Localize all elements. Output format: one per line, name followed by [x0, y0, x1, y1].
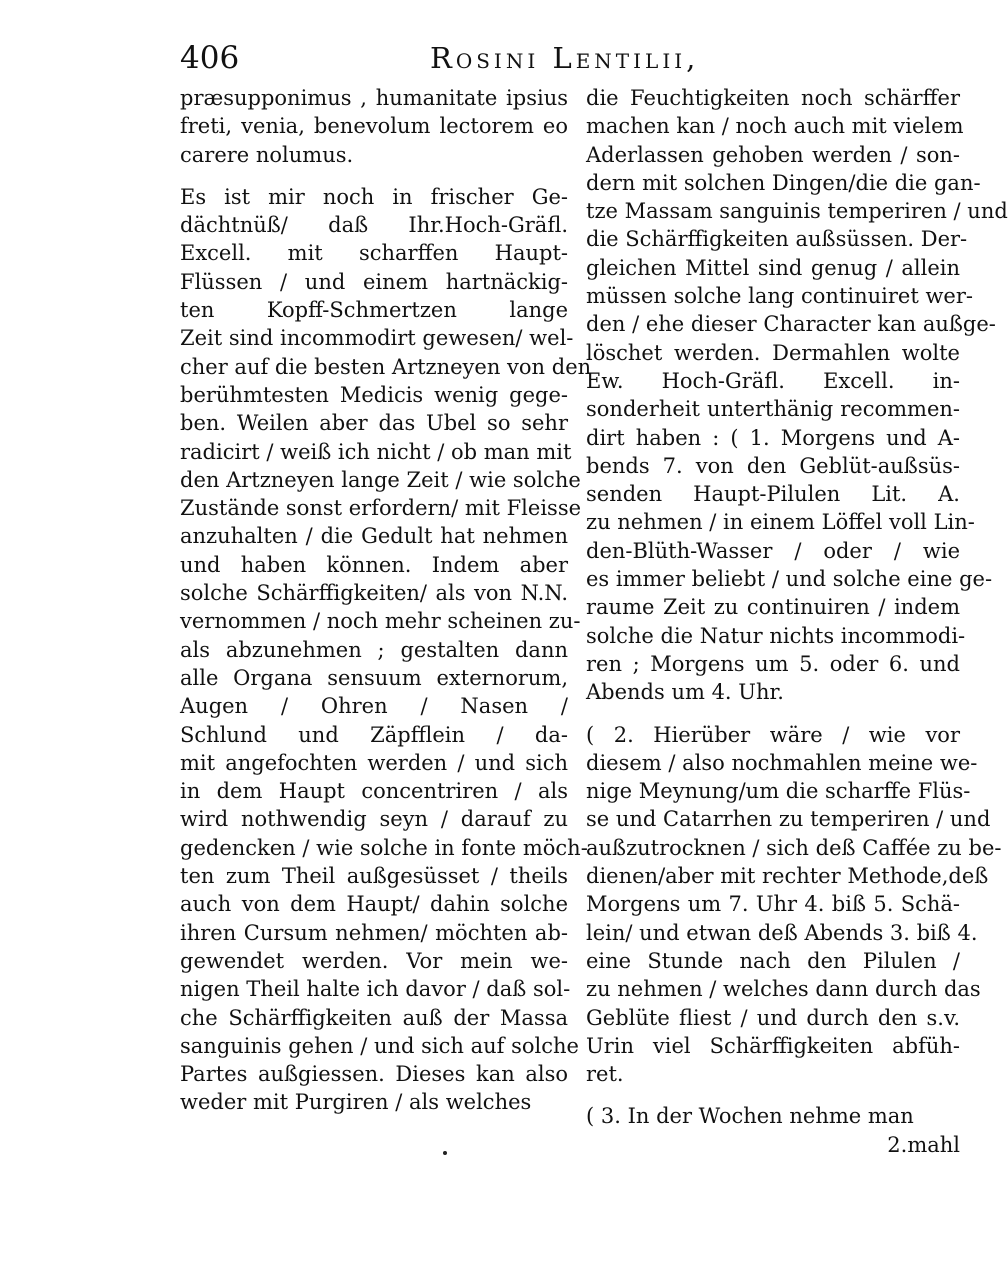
text-line: die Schärffigkeiten außsüssen. Der- [586, 227, 968, 252]
text-line: Zustände sonst erfordern/ mit Fleisse [180, 496, 582, 521]
text-line: zu nehmen / welches dann durch das [586, 977, 981, 1002]
text-line: Ew. Hoch-Gräfl. Excell. in- [586, 368, 960, 393]
text-line: zu nehmen / in einem Löffel voll Lin- [586, 510, 975, 535]
page-number: 406 [180, 40, 240, 76]
text-line: vernommen / noch mehr scheinen zu- [180, 609, 581, 634]
text-line: ren ; Morgens um 5. oder 6. und [586, 651, 960, 676]
text-line: tze Massam sanguinis temperiren / und [586, 199, 1008, 224]
text-line: wird nothwendig seyn / darauf zu [180, 807, 568, 832]
text-line: müssen solche lang continuiret wer- [586, 284, 973, 309]
text-line: auch von dem Haupt/ dahin solche [180, 892, 568, 917]
text-line: senden Haupt-Pilulen Lit. A. [586, 482, 960, 507]
text-line: weder mit Purgiren / als welches [180, 1090, 532, 1115]
right-column [586, 84, 1008, 1159]
text-line: Es ist mir noch in frischer Ge- [180, 184, 568, 209]
text-line: ( 3. In der Wochen nehme man [586, 1104, 914, 1129]
text-line: ( 2. Hierüber wäre / wie vor [586, 722, 960, 747]
text-line: machen kan / noch auch mit vielem [586, 114, 964, 139]
ink-speck [443, 1151, 447, 1155]
text-line: den / ehe dieser Character kan außge- [586, 312, 996, 337]
running-title: Rosini Lentilii, [430, 41, 700, 75]
text-line: ben. Weilen aber das Ubel so sehr [180, 411, 568, 436]
text-line: cher auf die besten Artzneyen von den [180, 354, 592, 379]
text-line: se und Catarrhen zu temperiren / und [586, 807, 991, 832]
text-line: die Feuchtigkeiten noch schärffer [586, 86, 960, 110]
text-line: den Artzneyen lange Zeit / wie solche [180, 467, 581, 492]
text-line: gedencken / wie solche in fonte möch- [180, 835, 588, 860]
text-line: solche die Natur nichts incommodi- [586, 623, 966, 648]
text-line: Flüssen / und einem hartnäckig- [180, 269, 568, 294]
text-line: Partes außgiessen. Dieses kan also [180, 1062, 568, 1087]
text-line: solche Schärffigkeiten/ als von N.N. [180, 581, 568, 606]
text-line: Abends um 4. Uhr. [586, 680, 784, 705]
text-line: löschet werden. Dermahlen wolte [586, 340, 960, 365]
text-line: gleichen Mittel sind genug / allein [586, 255, 960, 280]
text-line: diesem / also nochmahlen meine we- [586, 750, 978, 775]
text-line: ihren Cursum nehmen/ möchten ab- [180, 920, 568, 945]
text-line: dirt haben : ( 1. Morgens und A- [586, 425, 960, 450]
text-line: Aderlassen gehoben werden / son- [586, 142, 960, 167]
text-line: den-Blüth-Wasser / oder / wie [586, 538, 960, 563]
right-paragraph-1 [586, 84, 1008, 707]
text-line: ten Kopff-Schmertzen lange [180, 298, 568, 323]
text-line: Augen / Ohren / Nasen / [180, 694, 568, 719]
text-line: anzuhalten / die Gedult hat nehmen [180, 524, 568, 549]
text-line: lein/ und etwan deß Abends 3. biß 4. [586, 920, 978, 945]
left-column [180, 84, 592, 1117]
text-line: in dem Haupt concentriren / als [180, 779, 568, 804]
text-line: freti, venia, benevolum lectorem eo [180, 114, 568, 139]
text-line: radicirt / weiß ich nicht / ob man mit [180, 439, 572, 464]
text-line: carere nolumus. [180, 142, 354, 167]
text-line: berühmtesten Medicis wenig gege- [180, 382, 568, 407]
text-line: gewendet werden. Vor mein we- [180, 948, 568, 973]
text-line: mit angefochten werden / und sich [180, 750, 568, 775]
page-header [180, 38, 960, 78]
right-paragraph-3 [586, 1102, 960, 1130]
text-line: und haben können. Indem aber [180, 552, 568, 577]
text-line: alle Organa sensuum externorum, [180, 665, 568, 690]
text-line: Urin viel Schärffigkeiten abfüh- [586, 1033, 960, 1058]
text-line: es immer beliebt / und solche eine ge- [586, 567, 993, 592]
text-line: dächtnüß/ daß Ihr.Hoch-Gräfl. [180, 213, 568, 238]
right-paragraph-2 [586, 721, 1002, 1089]
text-line: nigen Theil halte ich davor / daß sol- [180, 977, 571, 1002]
text-line: dienen/aber mit rechter Methode,deß [586, 864, 989, 889]
text-line: Schlund und Zäpfflein / da- [180, 722, 568, 747]
text-line: eine Stunde nach den Pilulen / [586, 948, 960, 973]
text-line: sanguinis gehen / und sich auf solche [180, 1033, 579, 1058]
text-line: als abzunehmen ; gestalten dann [180, 637, 568, 662]
text-line: ten zum Theil außgesüsset / theils [180, 864, 568, 889]
left-paragraph-main [180, 183, 592, 1117]
text-line: nige Meynung/um die scharffe Flüs- [586, 779, 971, 804]
text-line: sonderheit unterthänig recommen- [586, 397, 960, 422]
text-line: præsupponimus , humanitate ipsius [180, 86, 568, 110]
text-line: Geblüte fliest / und durch den s.v. [586, 1005, 960, 1030]
text-line: Morgens um 7. Uhr 4. biß 5. Schä- [586, 892, 960, 917]
text-line: raume Zeit zu continuiren / indem [586, 595, 960, 620]
text-line: che Schärffigkeiten auß der Massa [180, 1005, 568, 1030]
text-line: außzutrocknen / sich deß Caffée zu be- [586, 835, 1002, 860]
text-line: dern mit solchen Dingen/die die gan- [586, 170, 981, 195]
text-line: bends 7. von den Geblüt-außsüs- [586, 453, 960, 478]
text-line: Zeit sind incommodirt gewesen/ wel- [180, 326, 574, 351]
left-paragraph-latin [180, 84, 568, 169]
text-line: ret. [586, 1062, 624, 1087]
catchword: 2.mahl [887, 1132, 960, 1157]
text-line: Excell. mit scharffen Haupt- [180, 241, 568, 266]
